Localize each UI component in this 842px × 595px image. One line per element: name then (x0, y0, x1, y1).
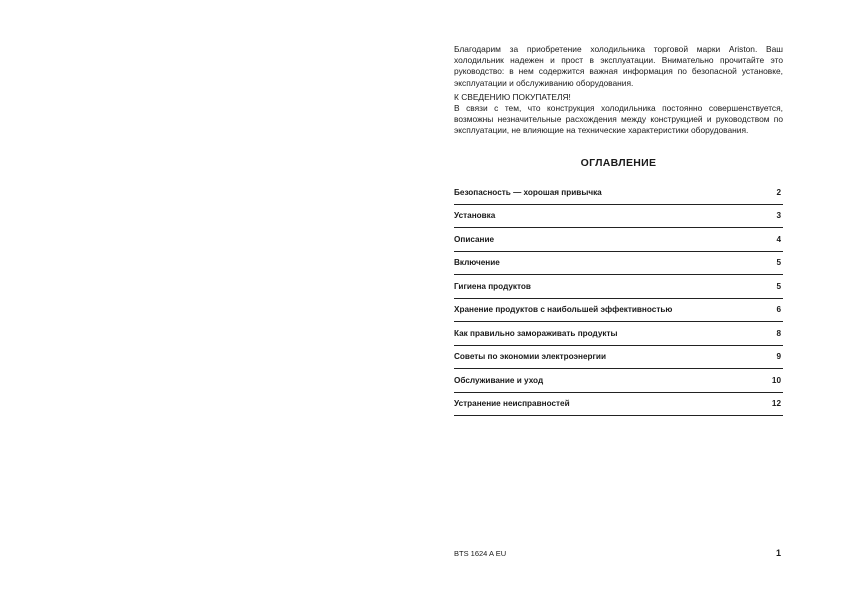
intro-block (454, 44, 783, 137)
toc-item-label: Устранение неисправностей (454, 399, 570, 409)
toc-item-label: Обслуживание и уход (454, 375, 544, 385)
toc-item-label: Как правильно замораживать продукты (454, 328, 618, 338)
toc-item-label: Безопасность — хорошая привычка (454, 187, 602, 197)
toc-item[interactable] (454, 322, 783, 346)
intro-paragraph: Благодарим за приобретение холодильника торговой марки Ariston. Ваш холодильник надежен и прост в эксплуатации. Внимательно прочитайте это руководство: в нем содержится важная информация по безопасной установке, эксплуатации и обслуживанию оборудования. (454, 44, 783, 88)
toc-item-label: Гигиена продуктов (454, 281, 531, 291)
toc-item-page: 12 (771, 399, 781, 409)
toc-item-page: 10 (771, 375, 781, 385)
toc-item-page: 8 (776, 328, 781, 338)
toc-item[interactable] (454, 393, 783, 417)
page-number: 1 (775, 548, 781, 558)
toc-item[interactable] (454, 228, 783, 252)
toc-item-page: 3 (776, 211, 781, 221)
toc-item[interactable] (454, 299, 783, 323)
toc-item[interactable] (454, 252, 783, 276)
toc-item-label: Описание (454, 234, 495, 244)
toc-item[interactable] (454, 275, 783, 299)
table-of-contents (454, 181, 783, 416)
toc-item-label: Включение (454, 258, 500, 268)
toc-item-page: 9 (776, 352, 781, 362)
toc-item[interactable] (454, 181, 783, 205)
toc-item-page: 4 (776, 234, 781, 244)
toc-item-page: 5 (776, 281, 781, 291)
toc-item-label: Хранение продуктов с наибольшей эффективностью (454, 305, 673, 315)
toc-item-label: Советы по экономии электроэнергии (454, 352, 606, 362)
notice-heading: К СВЕДЕНИЮ ПОКУПАТЕЛЯ! (454, 91, 571, 102)
toc-item[interactable] (454, 205, 783, 229)
page-footer (454, 548, 783, 558)
toc-item[interactable] (454, 346, 783, 370)
toc-item[interactable] (454, 369, 783, 393)
toc-item-page: 5 (776, 258, 781, 268)
notice-paragraph: В связи с тем, что конструкция холодильника постоянно совершенствуется, возможны незначительные расхождения между конструкцией и руководством по эксплуатации, не влияющие на технические характеристики оборудования. (454, 103, 783, 136)
model-number: BTS 1624 A EU (454, 549, 507, 558)
toc-item-label: Установка (454, 211, 496, 221)
toc-title: ОГЛАВЛЕНИЕ (580, 157, 657, 169)
toc-item-page: 6 (776, 305, 781, 315)
toc-item-page: 2 (776, 187, 781, 197)
